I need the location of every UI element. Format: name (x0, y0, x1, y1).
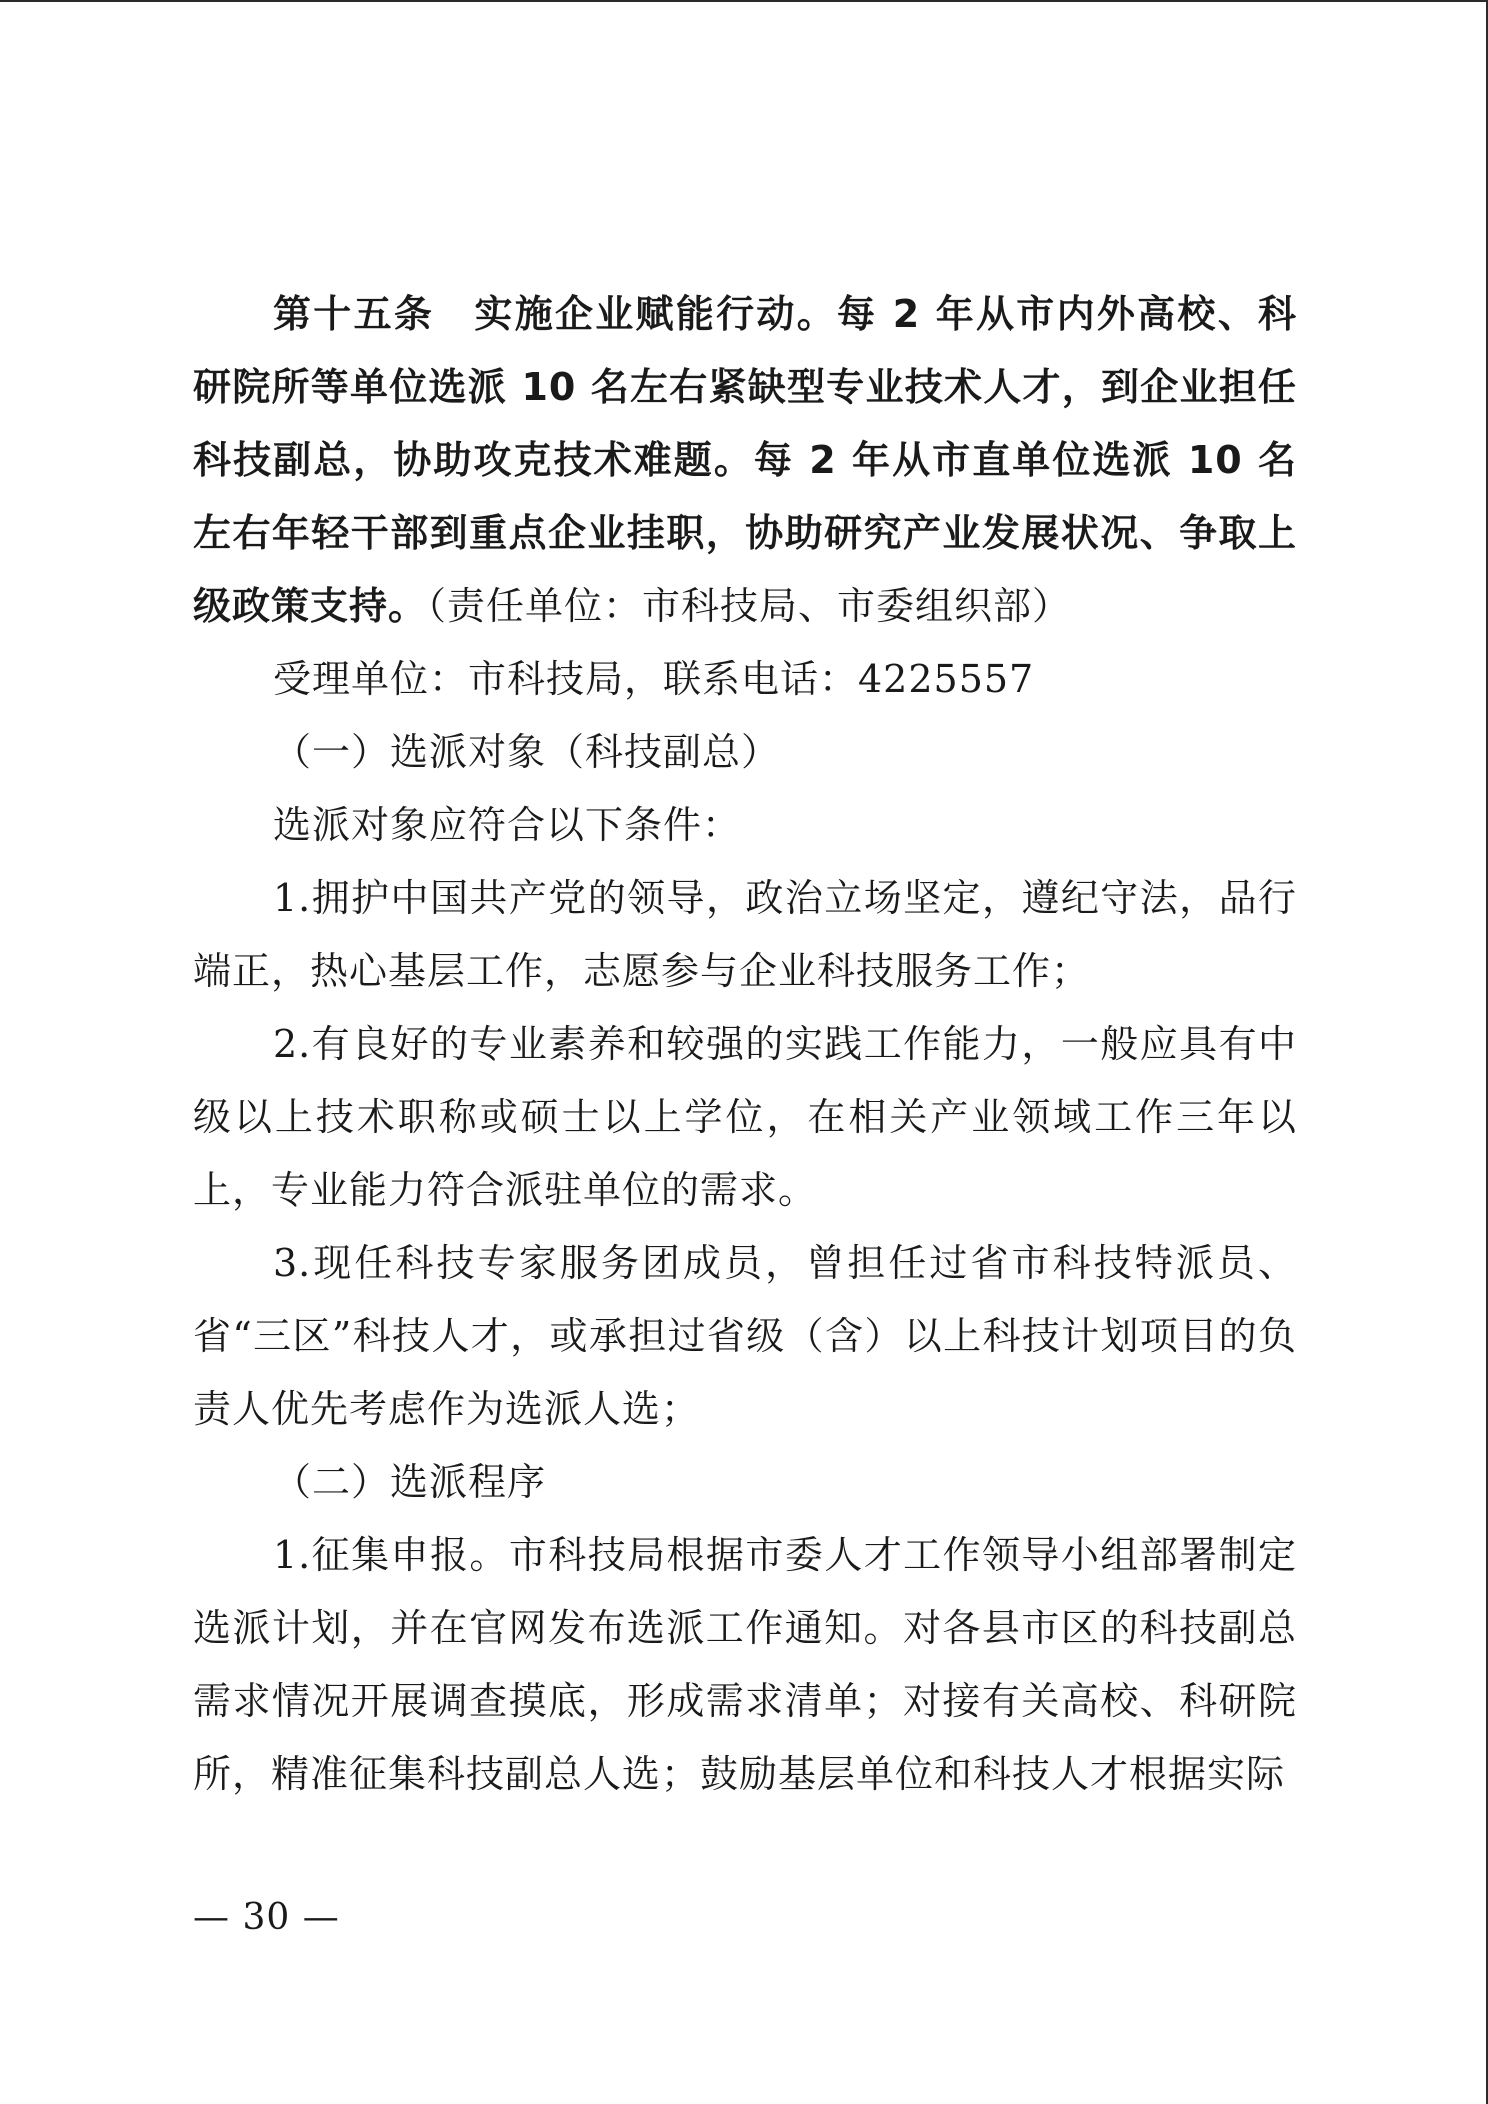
page-top-border (0, 0, 1488, 2)
section-1-intro: 选派对象应符合以下条件： (273, 803, 742, 847)
section-1-title: （一）选派对象（科技副总） (273, 730, 781, 774)
section-1-item: 2.有良好的专业素养和较强的实践工作能力，一般应具有中级以上技术职称或硕士以上学位，在相关产业领域工作三年以上，专业能力符合派驻单位的需求。 (193, 1022, 1297, 1212)
section-1-item: 3.现任科技专家服务团成员，曾担任过省市科技特派员、省“三区”科技人才，或承担过省级（含）以上科技计划项目的负责人优先考虑作为选派人选； (193, 1241, 1297, 1431)
section-2-item: 1.征集申报。市科技局根据市委人才工作领导小组部署制定选派计划，并在官网发布选派工作通知。对各县市区的科技副总需求情况开展调查摸底，形成需求清单；对接有关高校、科研院所，精准征集科技副总人选；鼓励基层单位和科技人才根据实际 (193, 1533, 1297, 1796)
document-body (193, 278, 1297, 1811)
article-15-paragraph (193, 278, 1297, 643)
contact-line: 受理单位：市科技局，联系电话：4225557 (273, 657, 1035, 701)
article-15-heading: 第十五条 实施企业赋能行动。每 2 年从市内外高校、科研院所等单位选派 10 名左右紧缺型专业技术人才，到企业担任科技副总，协助攻克技术难题。每 2 年从市直单位选派 10 名左右年轻干部到重点企业挂职，协助研究产业发展状况、争取上级政策支持。 (193, 292, 1297, 628)
page-number: — 30 — (193, 1897, 340, 1938)
section-1-item: 1.拥护中国共产党的领导，政治立场坚定，遵纪守法，品行端正，热心基层工作，志愿参与企业科技服务工作； (193, 876, 1297, 993)
responsible-units: （责任单位：市科技局、市委组织部） (427, 584, 1072, 628)
section-2-title: （二）选派程序 (273, 1460, 547, 1504)
